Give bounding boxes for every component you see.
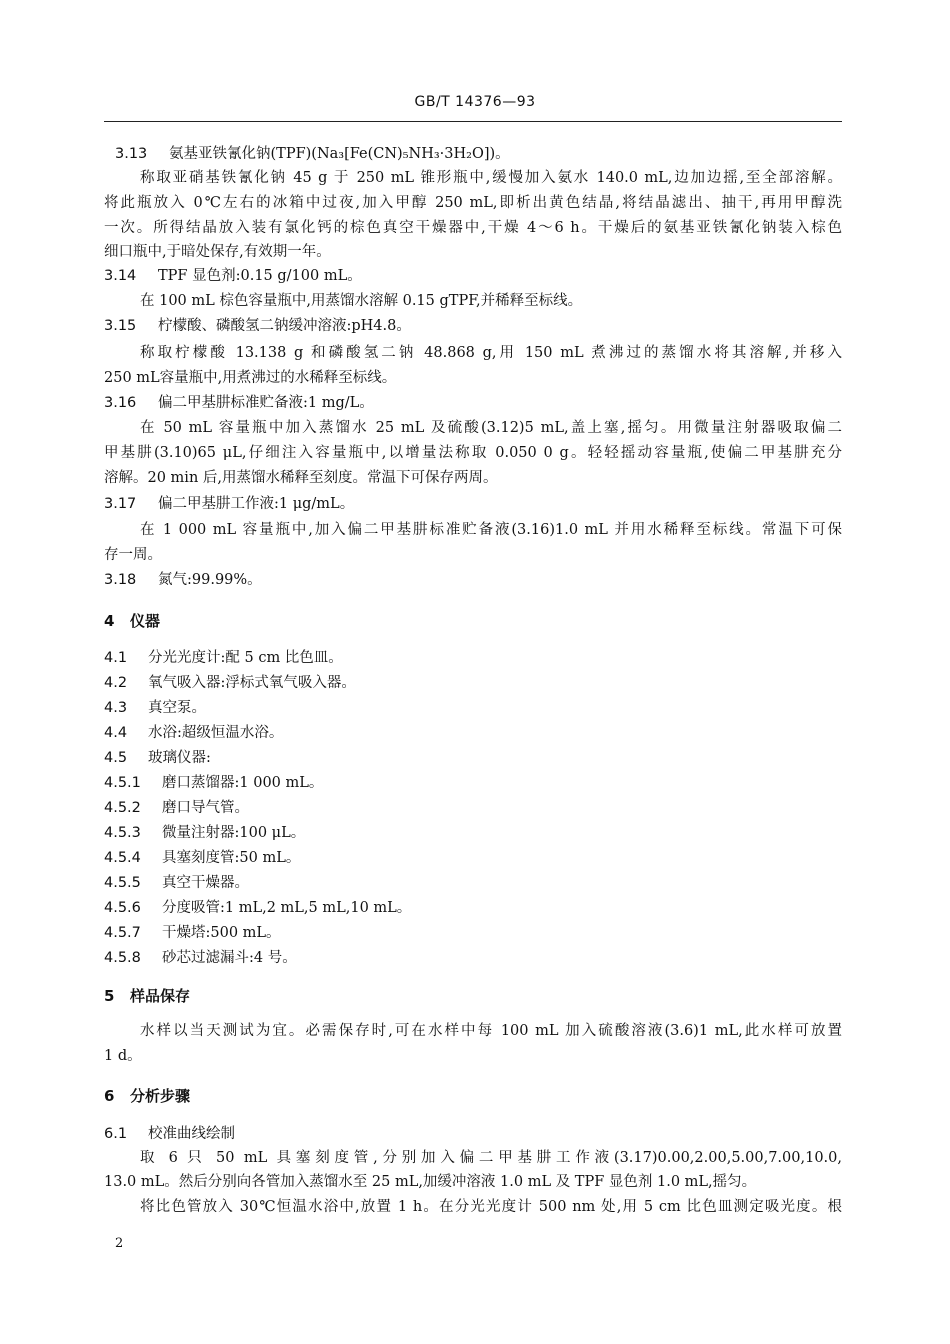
section-title: 仪器 bbox=[130, 612, 161, 630]
section-number: 6 bbox=[104, 1087, 115, 1105]
page-number: 2 bbox=[115, 1236, 124, 1251]
clause-text: 偏二甲基肼工作液:1 μg/mL。 bbox=[158, 496, 355, 512]
clause-4-5-7 bbox=[104, 923, 281, 943]
clause-number: 4.5.5 bbox=[104, 875, 141, 891]
clause-4-5-2 bbox=[104, 798, 249, 818]
clause-number: 3.14 bbox=[104, 268, 137, 284]
clause-3-18 bbox=[104, 570, 262, 590]
clause-4-5-4 bbox=[104, 848, 300, 868]
clause-4-5-1 bbox=[104, 773, 323, 793]
section-number: 5 bbox=[104, 987, 115, 1005]
clause-number: 6.1 bbox=[104, 1126, 128, 1142]
clause-text: 分度吸管:1 mL,2 mL,5 mL,10 mL。 bbox=[162, 900, 412, 916]
paragraph-line: 在 100 mL 棕色容量瓶中,用蒸馏水溶解 0.15 gTPF,并稀释至标线。 bbox=[140, 293, 583, 309]
paragraph-line: 称取柠檬酸 13.138 g 和磷酸氢二钠 48.868 g,用 150 mL 煮沸过的蒸馏水将其溶解,并移入 bbox=[140, 345, 842, 361]
section-title: 分析步骤 bbox=[130, 1087, 191, 1105]
paragraph-line: 称取亚硝基铁氰化钠 45 g 于 250 mL 锥形瓶中,缓慢加入氨水 140.0 mL,边加边摇,至全部溶解。 bbox=[140, 170, 842, 186]
clause-text: 具塞刻度管:50 mL。 bbox=[162, 850, 301, 866]
clause-4-4 bbox=[104, 723, 283, 743]
clause-text: 校准曲线绘制 bbox=[148, 1126, 235, 1142]
clause-4-5 bbox=[104, 748, 211, 768]
clause-text: 分光光度计:配 5 cm 比色皿。 bbox=[148, 650, 343, 666]
clause-number: 3.18 bbox=[104, 572, 137, 588]
standard-code-header: GB/T 14376—93 bbox=[414, 94, 536, 110]
clause-4-5-5 bbox=[104, 873, 249, 893]
paragraph-line: 甲基肼(3.10)65 μL,仔细注入容量瓶中,以增量法称取 0.050 0 g。轻轻摇动容量瓶,使偏二甲基肼充分 bbox=[104, 445, 842, 461]
clause-text: 氮气:99.99%。 bbox=[158, 572, 262, 588]
clause-number: 4.3 bbox=[104, 700, 128, 716]
clause-number: 4.4 bbox=[104, 725, 128, 741]
clause-text: TPF 显色剂:0.15 g/100 mL。 bbox=[158, 268, 362, 284]
paragraph-line: 250 mL容量瓶中,用煮沸过的水稀释至标线。 bbox=[104, 370, 397, 386]
paragraph-line: 一次。所得结晶放入装有氯化钙的棕色真空干燥器中,干燥 4～6 h。干燥后的氨基亚铁氰化钠装入棕色 bbox=[104, 220, 842, 236]
paragraph-line: 在 1 000 mL 容量瓶中,加入偏二甲基肼标准贮备液(3.16)1.0 mL 并用水稀释至标线。常温下可保 bbox=[140, 522, 842, 538]
paragraph-line: 在 50 mL 容量瓶中加入蒸馏水 25 mL 及硫酸(3.12)5 mL,盖上塞,摇匀。用微量注射器吸取偏二 bbox=[140, 420, 842, 436]
section-5-heading bbox=[104, 986, 190, 1006]
clause-number: 3.16 bbox=[104, 395, 137, 411]
paragraph-line: 13.0 mL。然后分别向各管加入蒸馏水至 25 mL,加缓冲溶液 1.0 mL 及 TPF 显色剂 1.0 mL,摇匀。 bbox=[104, 1174, 757, 1190]
clause-6-1 bbox=[104, 1124, 235, 1144]
clause-text: 干燥塔:500 mL。 bbox=[162, 925, 281, 941]
paragraph-line: 存一周。 bbox=[104, 547, 162, 563]
clause-number: 4.5 bbox=[104, 750, 128, 766]
clause-3-16 bbox=[104, 393, 374, 413]
section-6-heading bbox=[104, 1086, 190, 1106]
clause-4-1 bbox=[104, 648, 343, 668]
clause-text: 偏二甲基肼标准贮备液:1 mg/L。 bbox=[158, 395, 374, 411]
clause-text: 氧气吸入器:浮标式氧气吸入器。 bbox=[148, 675, 356, 691]
clause-number: 3.15 bbox=[104, 318, 137, 334]
section-4-heading bbox=[104, 611, 160, 631]
clause-4-2 bbox=[104, 673, 356, 693]
clause-number: 4.5.6 bbox=[104, 900, 141, 916]
clause-number: 4.2 bbox=[104, 675, 128, 691]
clause-text: 玻璃仪器: bbox=[148, 750, 211, 766]
clause-3-13 bbox=[115, 144, 510, 164]
clause-number: 4.5.3 bbox=[104, 825, 141, 841]
paragraph-line: 将比色管放入 30℃恒温水浴中,放置 1 h。在分光光度计 500 nm 处,用 5 cm 比色皿测定吸光度。根 bbox=[140, 1199, 842, 1215]
clause-text: 水浴:超级恒温水浴。 bbox=[148, 725, 284, 741]
clause-number: 4.5.8 bbox=[104, 950, 141, 966]
clause-text: 柠檬酸、磷酸氢二钠缓冲溶液:pH4.8。 bbox=[158, 318, 411, 334]
clause-3-15 bbox=[104, 316, 411, 336]
clause-4-5-8 bbox=[104, 948, 297, 968]
clause-4-3 bbox=[104, 698, 206, 718]
clause-4-5-3 bbox=[104, 823, 305, 843]
paragraph-line: 将此瓶放入 0℃左右的冰箱中过夜,加入甲醇 250 mL,即析出黄色结晶,将结晶滤出、抽干,再用甲醇洗 bbox=[104, 195, 842, 211]
clause-number: 3.17 bbox=[104, 496, 137, 512]
clause-number: 4.5.4 bbox=[104, 850, 141, 866]
paragraph-line: 水样以当天测试为宜。必需保存时,可在水样中每 100 mL 加入硫酸溶液(3.6)1 mL,此水样可放置 bbox=[140, 1023, 842, 1039]
clause-number: 4.5.1 bbox=[104, 775, 141, 791]
clause-text: 氨基亚铁氰化钠(TPF)(Na₃[Fe(CN)₅NH₃·3H₂O])。 bbox=[169, 146, 510, 162]
clause-number: 3.13 bbox=[115, 146, 148, 162]
clause-text: 微量注射器:100 μL。 bbox=[162, 825, 306, 841]
section-number: 4 bbox=[104, 612, 115, 630]
clause-3-14 bbox=[104, 266, 362, 286]
clause-text: 磨口导气管。 bbox=[162, 800, 249, 816]
clause-3-17 bbox=[104, 494, 354, 514]
header-rule bbox=[104, 121, 842, 122]
clause-number: 4.5.7 bbox=[104, 925, 141, 941]
clause-number: 4.5.2 bbox=[104, 800, 141, 816]
section-title: 样品保存 bbox=[130, 987, 191, 1005]
paragraph-line: 细口瓶中,于暗处保存,有效期一年。 bbox=[104, 244, 331, 260]
paragraph-line: 取 6 只 50 mL 具塞刻度管,分别加入偏二甲基肼工作液(3.17)0.00,2.00,5.00,7.00,10.0, bbox=[140, 1150, 842, 1166]
paragraph-line: 溶解。20 min 后,用蒸馏水稀释至刻度。常温下可保存两周。 bbox=[104, 470, 498, 486]
clause-text: 磨口蒸馏器:1 000 mL。 bbox=[162, 775, 324, 791]
clause-4-5-6 bbox=[104, 898, 411, 918]
clause-text: 真空干燥器。 bbox=[162, 875, 249, 891]
paragraph-line: 1 d。 bbox=[104, 1048, 142, 1064]
clause-text: 砂芯过滤漏斗:4 号。 bbox=[162, 950, 297, 966]
clause-text: 真空泵。 bbox=[148, 700, 206, 716]
clause-number: 4.1 bbox=[104, 650, 128, 666]
